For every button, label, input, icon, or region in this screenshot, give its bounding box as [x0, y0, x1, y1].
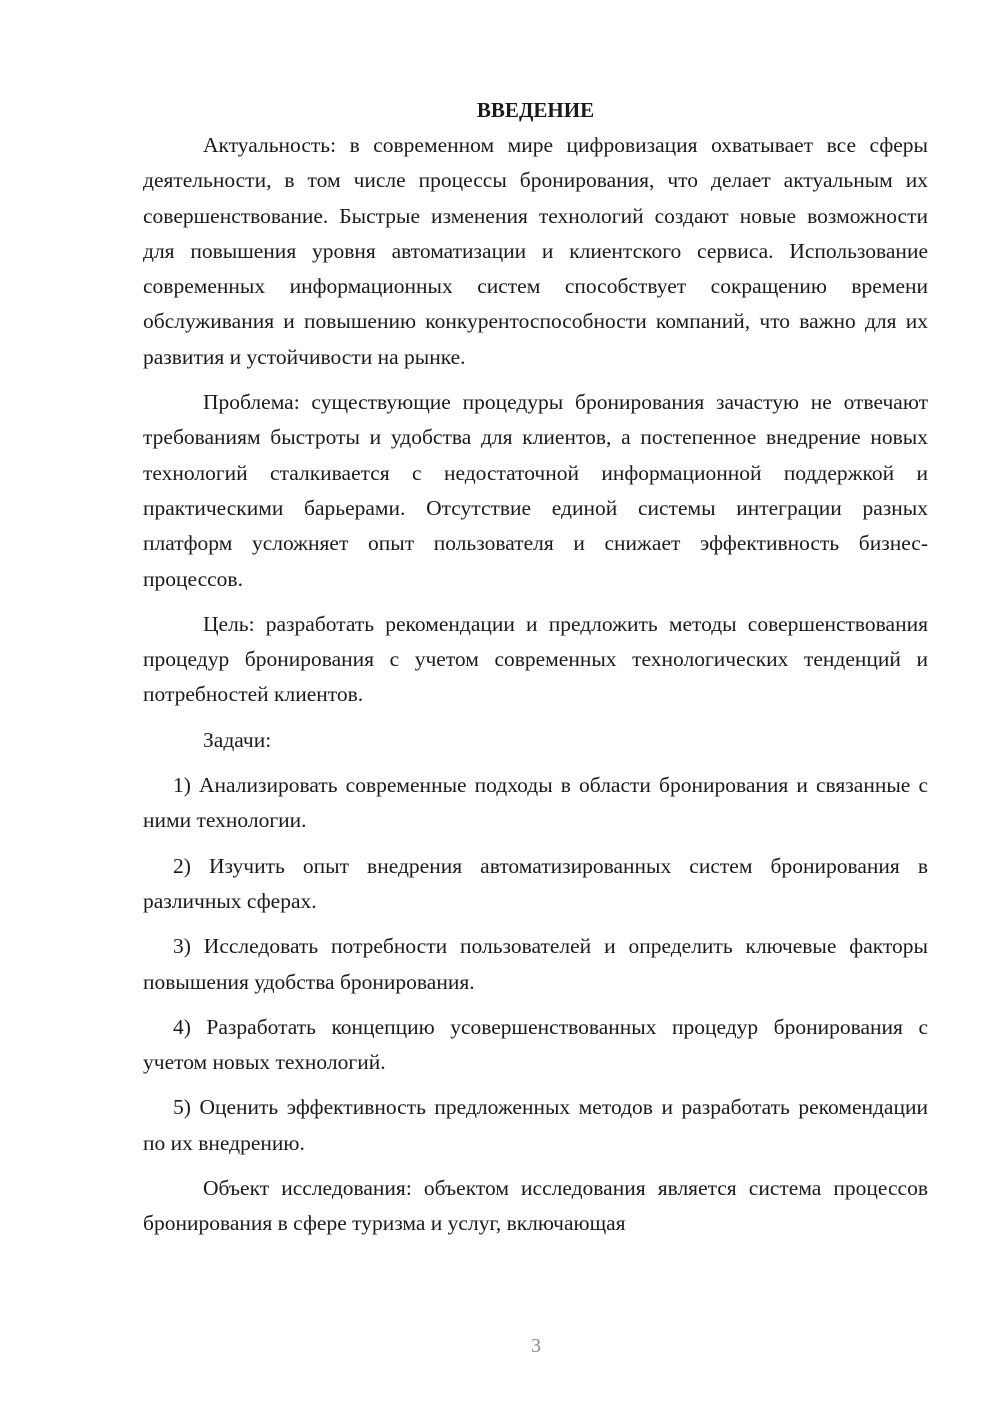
- goal-paragraph: Цель: разработать рекомендации и предложить методы совершенствования процедур бронирования с учетом современных технологических тенденций и потребностей клиентов.: [143, 611, 928, 707]
- page-content: [143, 95, 928, 1252]
- task-item-5: 5) Оценить эффективность предложенных методов и разработать рекомендации по их внедрению.: [143, 1095, 928, 1155]
- page-number: 3: [531, 1335, 541, 1357]
- task-item-3: 3) Исследовать потребности пользователей и определить ключевые факторы повышения удобства бронирования.: [143, 934, 928, 994]
- section-heading: ВВЕДЕНИЕ: [476, 98, 595, 122]
- task-item-2: 2) Изучить опыт внедрения автоматизированных систем бронирования в различных сферах.: [143, 853, 928, 913]
- object-paragraph: Объект исследования: объектом исследования является система процессов бронирования в сфере туризма и услуг, включающая: [143, 1176, 928, 1236]
- tasks-label: Задачи:: [203, 727, 272, 752]
- relevance-paragraph: Актуальность: в современном мире цифровизация охватывает все сферы деятельности, в том числе процессы бронирования, что делает актуальным их совершенствование. Быстрые изменения технологий создают новые возможности для повышения уровня автоматизации и клиентского сервиса. Использование современных информационных систем способствует сокращению времени обслуживания и повышению конкурентоспособности компаний, что важно для их развития и устойчивости на рынке.: [143, 133, 928, 369]
- task-item-4: 4) Разработать концепцию усовершенствованных процедур бронирования с учетом новых технологий.: [143, 1014, 928, 1075]
- problem-paragraph: Проблема: существующие процедуры бронирования зачастую не отвечают требованиям быстроты и удобства для клиентов, а постепенное внедрение новых технологий сталкивается с недостаточной информационной поддержкой и практическими барьерами. Отсутствие единой системы интеграции разных платформ усложняет опыт пользователя и снижает эффективность бизнес-процессов.: [143, 390, 928, 591]
- task-item-1: 1) Анализировать современные подходы в области бронирования и связанные с ними технологии.: [143, 773, 928, 833]
